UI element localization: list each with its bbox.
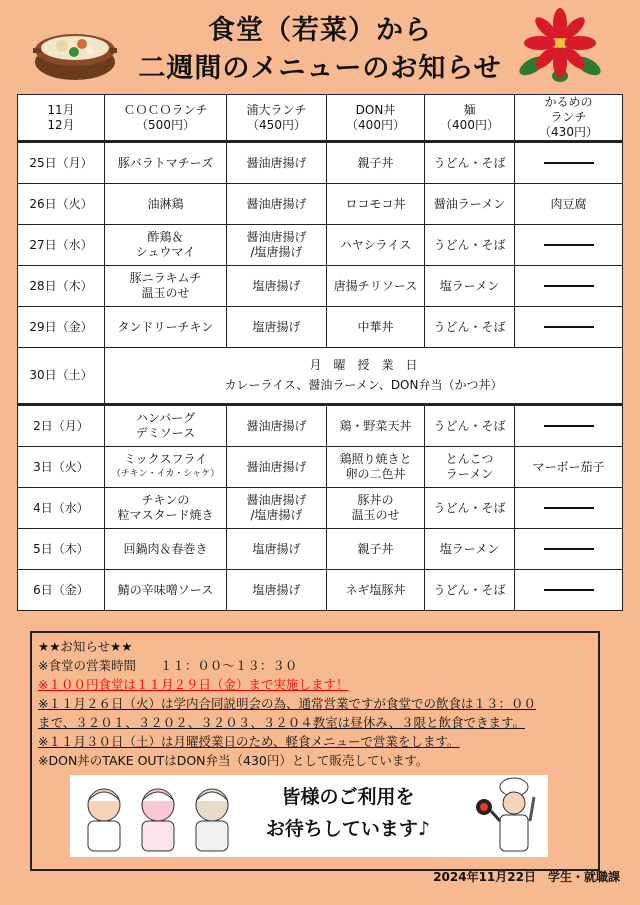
uradai-lunch-cell: 醤油唐揚げ: [227, 184, 327, 225]
noodles-cell: うどん・そば: [425, 307, 515, 348]
cafeteria-staff-illustration: [76, 779, 246, 853]
noodles-cell: うどん・そば: [425, 405, 515, 447]
none-dash: [544, 507, 594, 509]
uradai-lunch-cell: 塩唐揚げ: [227, 529, 327, 570]
light-lunch-cell: [515, 266, 623, 307]
light-lunch-cell: [515, 142, 623, 184]
don-cell: ネギ塩豚丼: [327, 570, 425, 611]
notice-26th-a: ※１１月２６日（火）は学内合同説明会の為、通常営業ですが食堂での飲食は１３：００: [38, 696, 536, 711]
light-lunch-cell: [515, 570, 623, 611]
light-lunch-cell: [515, 225, 623, 266]
coco-lunch-cell: 油淋鶏: [105, 184, 227, 225]
banner-message: 皆様のご利用を お待ちしています♪: [265, 786, 431, 840]
chef-illustration: [474, 777, 544, 855]
don-cell: 鶏照り焼きと 卵の二色丼: [327, 447, 425, 488]
none-dash: [544, 285, 594, 287]
date-cell: 3日（火）: [18, 447, 105, 488]
coco-lunch-cell: 鯖の辛味噌ソース: [105, 570, 227, 611]
light-lunch-cell: [515, 307, 623, 348]
don-cell: 中華丼: [327, 307, 425, 348]
none-dash: [544, 548, 594, 550]
none-dash: [544, 425, 594, 427]
hotpot-illustration: [30, 14, 120, 84]
don-cell: 唐揚チリソース: [327, 266, 425, 307]
don-cell: ロコモコ丼: [327, 184, 425, 225]
don-cell: 親子丼: [327, 142, 425, 184]
table-row: [18, 266, 623, 307]
footer-date-office: 2024年11月22日 学生・就職課: [433, 870, 620, 884]
table-row: [18, 488, 623, 529]
header-noodles: 麺 （400円）: [425, 95, 515, 142]
coco-lunch-cell: タンドリーチキン: [105, 307, 227, 348]
menu-table: [17, 94, 623, 611]
uradai-lunch-cell: 塩唐揚げ: [227, 266, 327, 307]
header-uradai-lunch: 浦大ランチ （450円）: [227, 95, 327, 142]
uradai-lunch-cell: 塩唐揚げ: [227, 307, 327, 348]
date-cell: 4日（水）: [18, 488, 105, 529]
none-dash: [544, 589, 594, 591]
date-cell: 26日（火）: [18, 184, 105, 225]
don-cell: ハヤシライス: [327, 225, 425, 266]
light-lunch-cell: 肉豆腐: [515, 184, 623, 225]
date-cell: 5日（木）: [18, 529, 105, 570]
uradai-lunch-cell: 醤油唐揚げ: [227, 447, 327, 488]
coco-lunch-cell: ハンバーグ デミソース: [105, 405, 227, 447]
uradai-lunch-cell: 醤油唐揚げ /塩唐揚げ: [227, 225, 327, 266]
none-dash: [544, 326, 594, 328]
table-row: [18, 405, 623, 447]
coco-lunch-cell: 酢鶏＆ シュウマイ: [105, 225, 227, 266]
light-lunch-cell: [515, 529, 623, 570]
date-cell: 27日（水）: [18, 225, 105, 266]
table-row-saturday: [18, 348, 623, 405]
noodles-cell: うどん・そば: [425, 488, 515, 529]
table-row: [18, 184, 623, 225]
header-don: DON丼 （400円）: [327, 95, 425, 142]
date-cell: 29日（金）: [18, 307, 105, 348]
table-row: [18, 529, 623, 570]
date-cell: 6日（金）: [18, 570, 105, 611]
noodles-cell: 塩ラーメン: [425, 529, 515, 570]
notice-26th-b: まで、３２０１、３２０２、３２０３、３２０４教室は昼休み、３限と飲食できます。: [38, 715, 526, 730]
light-lunch-cell: マーボー茄子: [515, 447, 623, 488]
don-cell: 親子丼: [327, 529, 425, 570]
title-line-2: 二週間のメニューのお知らせ: [138, 53, 502, 84]
none-dash: [544, 244, 594, 246]
noodles-cell: 醤油ラーメン: [425, 184, 515, 225]
table-row: [18, 447, 623, 488]
header-light-lunch: かるめの ランチ （430円）: [515, 95, 623, 142]
notice-heading: ★★お知らせ★★: [38, 639, 133, 654]
header-coco-lunch: ＣＯＣＯランチ （500円）: [105, 95, 227, 142]
uradai-lunch-cell: 塩唐揚げ: [227, 570, 327, 611]
date-cell: 2日（月）: [18, 405, 105, 447]
don-cell: 鶏・野菜天丼: [327, 405, 425, 447]
notice-takeout: ※DON丼のTAKE OUTはDON弁当（430円）として販売しています。: [38, 753, 429, 768]
none-dash: [544, 162, 594, 164]
header-month: 11月 12月: [18, 95, 105, 142]
don-cell: 豚丼の 温玉のせ: [327, 488, 425, 529]
noodles-cell: うどん・そば: [425, 570, 515, 611]
coco-lunch-cell: 回鍋肉＆春巻き: [105, 529, 227, 570]
coco-lunch-cell: ミックスフライ （チキン・イカ・シャケ）: [105, 447, 227, 488]
poinsettia-illustration: [518, 8, 602, 84]
saturday-note: 月 曜 授 業 日 カレーライス、醤油ラーメン、DON弁当（かつ丼）: [105, 348, 623, 405]
light-lunch-cell: [515, 405, 623, 447]
notice-100yen: ※１００円食堂は１１月２９日（金）まで実施します！: [38, 677, 349, 692]
noodles-cell: 塩ラーメン: [425, 266, 515, 307]
date-cell: 30日（土）: [18, 348, 105, 405]
table-row: [18, 307, 623, 348]
uradai-lunch-cell: 醤油唐揚げ: [227, 405, 327, 447]
banner: [70, 775, 548, 857]
coco-lunch-cell: チキンの 粒マスタード焼き: [105, 488, 227, 529]
title-line-1: 食堂（若菜）から: [208, 15, 432, 46]
notice-30th: ※１１月３０日（土）は月曜授業日のため、軽食メニューで営業をします。: [38, 734, 460, 749]
table-row: [18, 142, 623, 184]
table-row: [18, 225, 623, 266]
table-row: [18, 570, 623, 611]
uradai-lunch-cell: 醤油唐揚げ /塩唐揚げ: [227, 488, 327, 529]
noodles-cell: とんこつ ラーメン: [425, 447, 515, 488]
light-lunch-cell: [515, 488, 623, 529]
date-cell: 28日（木）: [18, 266, 105, 307]
noodles-cell: うどん・そば: [425, 142, 515, 184]
notice-hours: ※食堂の営業時間 １１：００～１３：３０: [38, 658, 298, 673]
date-cell: 25日（月）: [18, 142, 105, 184]
coco-lunch-cell: 豚バラトマチーズ: [105, 142, 227, 184]
uradai-lunch-cell: 醤油唐揚げ: [227, 142, 327, 184]
coco-lunch-cell: 豚ニラキムチ 温玉のせ: [105, 266, 227, 307]
table-header-row: [18, 95, 623, 142]
noodles-cell: うどん・そば: [425, 225, 515, 266]
